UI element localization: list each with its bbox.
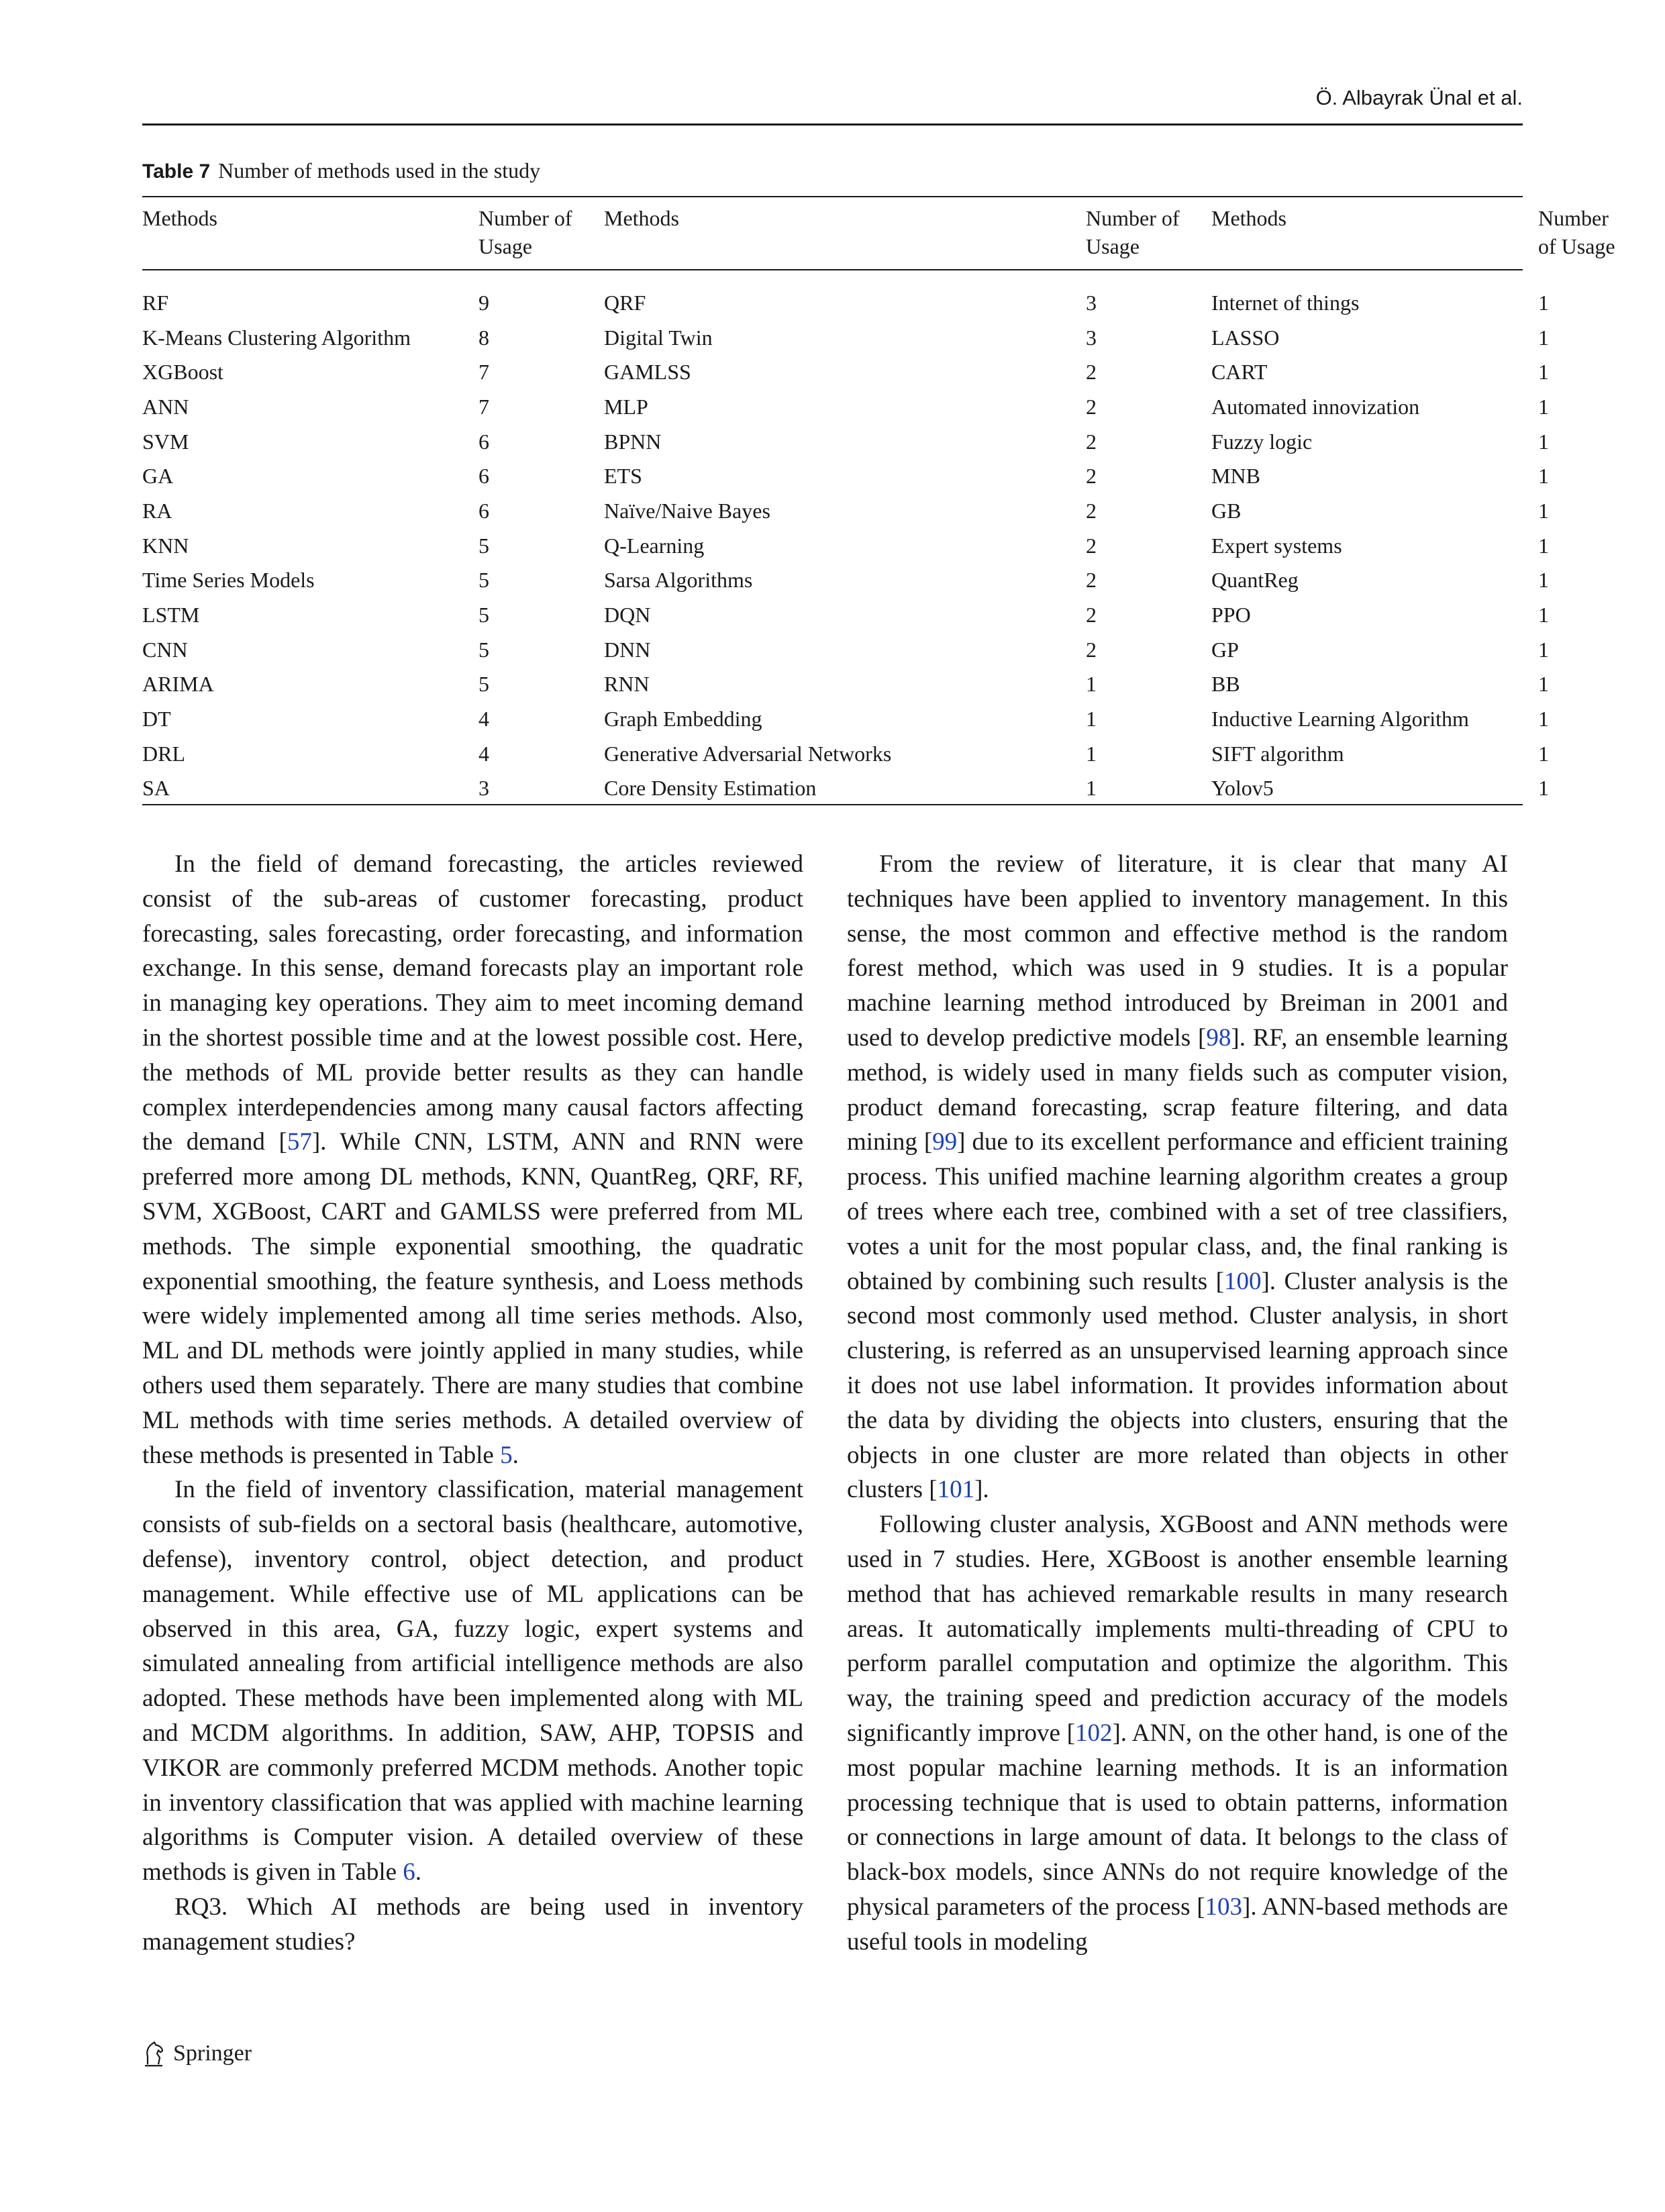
usage-count-cell: 1 [1538, 464, 1549, 489]
method-cell: GA [142, 464, 174, 489]
table-top-rule [142, 196, 1523, 197]
usage-count-cell: 5 [478, 533, 489, 558]
text-run: ]. While CNN, LSTM, ANN and RNN were preferred more among DL methods, KNN, QuantReg, QRF, RF, SVM, XGBoost, CART and GAMLSS were preferred from ML methods. The simple exponential smoothing, the quadratic exponential smoothing, the feature synthesis, and Loess methods were widely implemented among all time series methods. Also, ML and DL methods were jointly applied in many studies, while others used them separately. There are many studies that combine ML methods with time series methods. A detailed overview of these methods is presented in Table [142, 1128, 803, 1469]
text-run: ] due to its excellent performance and efficient training process. This unified machine learning algorithm creates a group of trees where each tree, combined with a set of tree classifiers, votes a unit for the most popular class, and, the final ranking is obtained by combining such results [ [847, 1128, 1508, 1295]
usage-header-line: Number of [1086, 206, 1180, 230]
running-head: Ö. Albayrak Ünal et al. [1315, 86, 1523, 109]
column-header-usage [1086, 199, 1211, 274]
method-cell: Digital Twin [604, 325, 713, 350]
method-cell: Expert systems [1211, 533, 1342, 558]
citation-link[interactable]: 99 [932, 1128, 958, 1156]
text-run: . [512, 1441, 519, 1469]
paragraph [142, 1472, 803, 1890]
column-header-usage [478, 199, 604, 274]
usage-count-cell: 3 [478, 776, 489, 801]
method-cell: KNN [142, 533, 189, 558]
usage-count-cell: 2 [1086, 360, 1097, 385]
column-header-methods: Methods [604, 206, 679, 230]
method-cell: MNB [1211, 464, 1260, 489]
table-row [142, 736, 1635, 771]
method-cell: SA [142, 776, 170, 801]
method-cell: Graph Embedding [604, 707, 762, 732]
citation-link[interactable]: 101 [937, 1476, 975, 1504]
table-row [142, 354, 1635, 389]
method-cell: QRF [604, 290, 646, 315]
table-row [142, 424, 1635, 459]
method-cell: SVM [142, 429, 189, 454]
paragraph [142, 847, 803, 1472]
left-text-column [142, 847, 803, 1960]
method-cell: Inductive Learning Algorithm [1211, 707, 1469, 732]
method-cell: RF [142, 290, 169, 315]
table-label: Table 7 [142, 160, 211, 183]
usage-count-cell: 1 [1538, 603, 1549, 627]
table-row [142, 701, 1635, 736]
usage-count-cell: 1 [1538, 429, 1549, 454]
text-run: . [415, 1858, 422, 1887]
method-cell: RA [142, 498, 172, 523]
paragraph [847, 847, 1508, 1507]
method-cell: Yolov5 [1211, 776, 1274, 801]
table-reference-link[interactable]: 5 [500, 1441, 513, 1469]
method-cell: QuantReg [1211, 568, 1299, 593]
usage-count-cell: 1 [1538, 325, 1549, 350]
usage-count-cell: 1 [1538, 360, 1549, 385]
usage-count-cell: 2 [1086, 603, 1097, 627]
method-cell: XGBoost [142, 360, 223, 385]
method-cell: Fuzzy logic [1211, 429, 1313, 454]
header-rule [142, 123, 1523, 125]
method-cell: CART [1211, 360, 1268, 385]
citation-link[interactable]: 57 [287, 1128, 312, 1156]
method-cell: MLP [604, 394, 648, 419]
table-row [142, 597, 1635, 632]
method-cell: DT [142, 707, 171, 732]
method-cell: LSTM [142, 603, 200, 627]
table-caption [142, 158, 540, 183]
table-caption-text: Number of methods used in the study [218, 158, 541, 183]
table-row [142, 274, 1635, 320]
text-run: ]. [974, 1476, 989, 1504]
usage-count-cell: 1 [1086, 672, 1097, 697]
usage-count-cell: 4 [478, 707, 489, 732]
footer [142, 2040, 252, 2067]
springer-horse-icon [142, 2040, 168, 2067]
method-cell: RNN [604, 672, 650, 697]
text-run: ]. ANN, on the other hand, is one of the most popular machine learning methods. It is an information processing technique that is used to obtain patterns, information or connections in large amount of data. It belongs to the class of black-box models, since ANNs do not require knowledge of the physical parameters of the process [ [847, 1719, 1509, 1921]
table-reference-link[interactable]: 6 [403, 1858, 415, 1887]
method-cell: ARIMA [142, 672, 214, 697]
method-cell: BPNN [604, 429, 662, 454]
usage-count-cell: 2 [1086, 464, 1097, 489]
method-cell: DQN [604, 603, 651, 627]
method-cell: Automated innovization [1211, 394, 1420, 419]
usage-count-cell: 4 [478, 741, 489, 766]
usage-count-cell: 2 [1086, 568, 1097, 593]
usage-count-cell: 7 [478, 360, 489, 385]
table-row [142, 563, 1635, 598]
method-cell: PPO [1211, 603, 1251, 627]
research-question: RQ3. Which AI methods are being used in inventory management studies? [142, 1893, 803, 1956]
text-run: ]. ANN-based methods are useful tools in modeling [847, 1893, 1508, 1956]
usage-count-cell: 1 [1086, 707, 1097, 732]
table-row [142, 389, 1635, 424]
usage-count-cell: 3 [1086, 290, 1097, 315]
table-row [142, 493, 1635, 528]
usage-count-cell: 1 [1538, 776, 1549, 801]
method-cell: SIFT algorithm [1211, 741, 1344, 766]
usage-count-cell: 5 [478, 672, 489, 697]
method-cell: Time Series Models [142, 568, 315, 593]
right-text-column [847, 847, 1508, 1960]
usage-header-line: Number of [478, 206, 572, 230]
table-body [142, 274, 1635, 805]
method-cell: GAMLSS [604, 360, 691, 385]
column-header-usage [1538, 199, 1635, 274]
column-header-methods: Methods [142, 206, 217, 230]
method-cell: GB [1211, 498, 1242, 523]
usage-count-cell: 6 [478, 429, 489, 454]
method-cell: Core Density Estimation [604, 776, 817, 801]
table-row [142, 458, 1635, 493]
usage-count-cell: 1 [1538, 707, 1549, 732]
paragraph [847, 1507, 1508, 1959]
method-cell: Generative Adversarial Networks [604, 741, 892, 766]
usage-count-cell: 1 [1538, 498, 1549, 523]
usage-count-cell: 1 [1086, 741, 1097, 766]
methods-table [142, 199, 1635, 805]
method-cell: ETS [604, 464, 642, 489]
usage-header-line: Usage [478, 234, 532, 258]
usage-count-cell: 7 [478, 394, 489, 419]
publisher-name: Springer [173, 2041, 252, 2066]
method-cell: ANN [142, 394, 189, 419]
table-row [142, 667, 1635, 702]
usage-count-cell: 8 [478, 325, 489, 350]
usage-count-cell: 2 [1086, 394, 1097, 419]
column-header-methods: Methods [1211, 206, 1286, 230]
usage-header-line: of Usage [1538, 234, 1615, 258]
text-run: In the field of inventory classification, material management consists of sub-fields on a sectoral basis (healthcare, automotive, defense), inventory control, object detection, and product management. While effective use of ML applications can be observed in this area, GA, fuzzy logic, expert systems and simulated annealing from artificial intelligence methods are also adopted. These methods have been implemented along with ML and MCDM algorithms. In addition, SAW, AHP, TOPSIS and VIKOR are commonly preferred MCDM methods. Another topic in inventory classification that was applied with machine learning algorithms is Computer vision. A detailed overview of these methods is given in Table [142, 1476, 803, 1887]
usage-count-cell: 2 [1086, 429, 1097, 454]
usage-header-line: Number [1538, 206, 1609, 230]
text-run: In the field of demand forecasting, the articles reviewed consist of the sub-areas of customer forecasting, product forecasting, sales forecasting, order forecasting, and information exchange. In this sense, demand forecasts play an important role in managing key operations. They aim to meet incoming demand in the shortest possible time and at the lowest possible cost. Here, the methods of ML provide better results as they can handle complex interdependencies among many causal factors affecting the demand [ [142, 850, 803, 1156]
method-cell: DRL [142, 741, 185, 766]
method-cell: Q-Learning [604, 533, 705, 558]
usage-count-cell: 1 [1538, 533, 1549, 558]
method-cell: LASSO [1211, 325, 1280, 350]
method-cell: CNN [142, 637, 188, 662]
table-header-row [142, 199, 1635, 274]
method-cell: Sarsa Algorithms [604, 568, 753, 593]
text-run: ]. RF, an ensemble learning method, is widely used in many fields such as computer vision, product demand forecasting, scrap feature filtering, and data mining [ [847, 1023, 1508, 1156]
usage-count-cell: 1 [1538, 394, 1549, 419]
table-row [142, 528, 1635, 563]
citation-link[interactable]: 100 [1223, 1267, 1262, 1295]
usage-count-cell: 1 [1538, 568, 1549, 593]
method-cell: Internet of things [1211, 290, 1360, 315]
table-row [142, 771, 1635, 806]
usage-count-cell: 1 [1086, 776, 1097, 801]
table-row [142, 320, 1635, 355]
usage-count-cell: 1 [1538, 672, 1549, 697]
method-cell: DNN [604, 637, 651, 662]
method-cell: K-Means Clustering Algorithm [142, 325, 411, 350]
usage-count-cell: 3 [1086, 325, 1097, 350]
citation-link[interactable]: 98 [1206, 1023, 1231, 1052]
text-run: From the review of literature, it is clear that many AI techniques have been applied to inventory management. In this sense, the most common and effective method is the random forest method, which was used in 9 studies. It is a popular machine learning method introduced by Breiman in 2001 and used to develop predictive models [ [847, 850, 1508, 1052]
usage-count-cell: 1 [1538, 290, 1549, 315]
text-run: Following cluster analysis, XGBoost and ANN methods were used in 7 studies. Here, XGBoost is another ensemble learning method that has achieved remarkable results in many research areas. It automatically implements multi-threading of CPU to perform parallel computation and optimize the algorithm. This way, the training speed and prediction accuracy of the models significantly improve [ [847, 1511, 1508, 1747]
usage-count-cell: 5 [478, 637, 489, 662]
method-cell: GP [1211, 637, 1239, 662]
usage-count-cell: 5 [478, 603, 489, 627]
usage-count-cell: 2 [1086, 498, 1097, 523]
method-cell: Naïve/Naive Bayes [604, 498, 770, 523]
usage-count-cell: 6 [478, 498, 489, 523]
usage-count-cell: 2 [1086, 533, 1097, 558]
usage-count-cell: 5 [478, 568, 489, 593]
usage-count-cell: 6 [478, 464, 489, 489]
usage-count-cell: 9 [478, 290, 489, 315]
method-cell: BB [1211, 672, 1240, 697]
citation-link[interactable]: 103 [1205, 1893, 1243, 1921]
usage-count-cell: 1 [1538, 637, 1549, 662]
usage-header-line: Usage [1086, 234, 1140, 258]
citation-link[interactable]: 102 [1074, 1719, 1113, 1747]
table-row [142, 632, 1635, 667]
text-run: ]. Cluster analysis is the second most commonly used method. Cluster analysis, in short clustering, is referred as an unsupervised learning approach since it does not use label information. It provides information about the data by dividing the objects into clusters, ensuring that the objects in one cluster are more related than objects in other clusters [ [847, 1267, 1508, 1504]
usage-count-cell: 1 [1538, 741, 1549, 766]
usage-count-cell: 2 [1086, 637, 1097, 662]
